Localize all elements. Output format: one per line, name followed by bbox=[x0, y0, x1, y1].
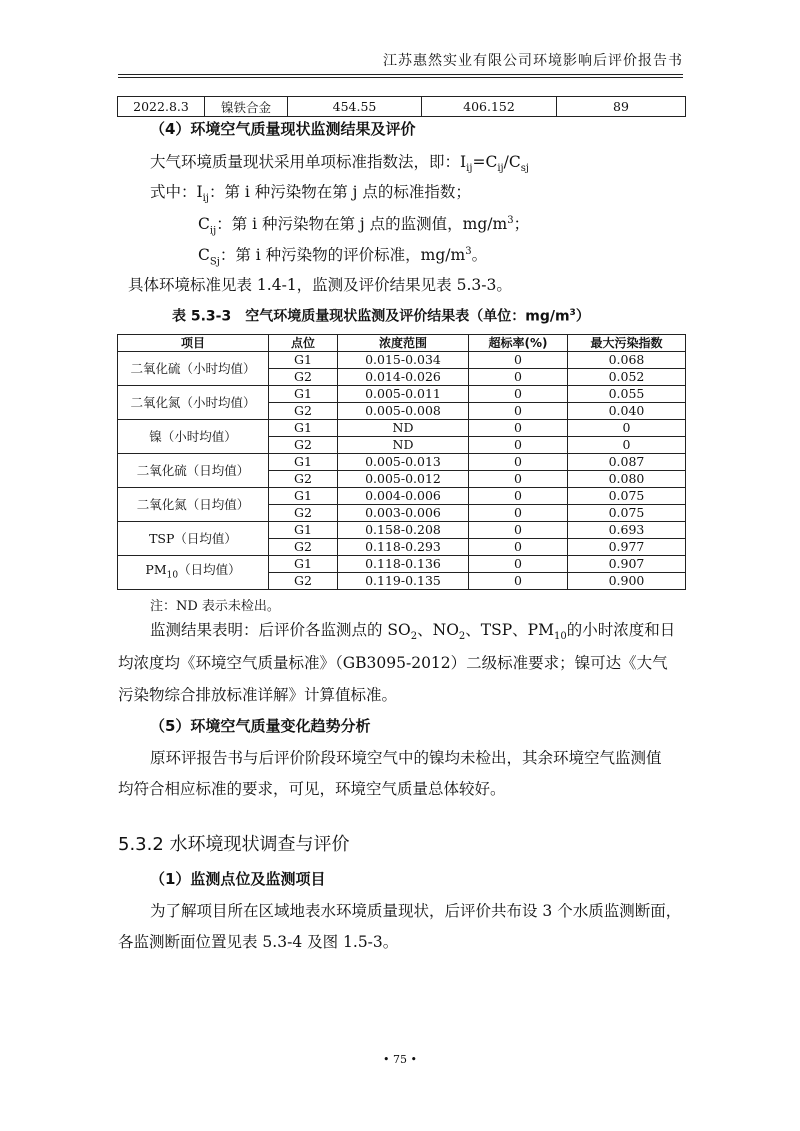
method-intro bbox=[150, 155, 529, 174]
cell-exceed: 0 bbox=[469, 522, 568, 539]
cell-exceed: 0 bbox=[469, 437, 568, 454]
trend-line-2: 均符合相应标准的要求，可见，环境空气质量总体较好。 bbox=[118, 780, 506, 798]
cell-index: 0.052 bbox=[568, 369, 686, 386]
section-heading-4: （4）环境空气质量现状监测结果及评价 bbox=[150, 120, 416, 138]
table-row bbox=[118, 556, 686, 573]
table-row bbox=[118, 488, 686, 505]
col-header-range: 浓度范围 bbox=[338, 335, 469, 352]
previous-table-row bbox=[117, 96, 686, 117]
cell-exceed: 0 bbox=[469, 573, 568, 590]
cell-exceed: 0 bbox=[469, 539, 568, 556]
table-note: 注：ND 表示未检出。 bbox=[150, 599, 280, 614]
cell-range: 0.005-0.013 bbox=[338, 454, 469, 471]
table-row bbox=[118, 352, 686, 369]
cell-index: 0.080 bbox=[568, 471, 686, 488]
item-nickel-hour: 镍（小时均值） bbox=[118, 420, 269, 454]
cell-point: G2 bbox=[269, 369, 338, 386]
section-heading-5: （5）环境空气质量变化趋势分析 bbox=[150, 717, 371, 735]
cell-point: G1 bbox=[269, 488, 338, 505]
formula: $I_{ij}=C_{ij}/C_{sj}$ bbox=[460, 153, 529, 175]
monitoring-line-1: 为了解项目所在区域地表水环境质量现状，后评价共布设 3 个水质监测断面， bbox=[150, 902, 682, 920]
cell-range: 0.005-0.011 bbox=[338, 386, 469, 403]
header-rule-thin bbox=[118, 77, 683, 78]
cell-point: G2 bbox=[269, 403, 338, 420]
cell-range: 0.158-0.208 bbox=[338, 522, 469, 539]
running-header: 江苏惠然实业有限公司环境影响后评价报告书 bbox=[383, 53, 683, 69]
cell-range: 0.005-0.008 bbox=[338, 403, 469, 420]
cell-point: G1 bbox=[269, 386, 338, 403]
cell-index: 0.068 bbox=[568, 352, 686, 369]
table-row bbox=[118, 454, 686, 471]
cell-range: 0.015-0.034 bbox=[338, 352, 469, 369]
cell-range: 0.118-0.293 bbox=[338, 539, 469, 556]
header-rule bbox=[118, 74, 683, 75]
cell-index: 0.075 bbox=[568, 488, 686, 505]
definition-standard: $C_{Sj}$：第 i 种污染物的评价标准，$mg/m^3$。 bbox=[198, 246, 488, 268]
cell-index: 0.900 bbox=[568, 573, 686, 590]
table-header-row bbox=[118, 335, 686, 352]
cell-index: 0.977 bbox=[568, 539, 686, 556]
cell-value-1: 454.55 bbox=[288, 97, 422, 117]
definition-index: 式中：$I_{ij}$：第 i 种污染物在第 j 点的标准指数； bbox=[150, 183, 471, 205]
cell-index: 0 bbox=[568, 437, 686, 454]
cell-range: 0.014-0.026 bbox=[338, 369, 469, 386]
cell-material: 镍铁合金 bbox=[205, 97, 288, 117]
cell-exceed: 0 bbox=[469, 369, 568, 386]
method-intro-text: 大气环境质量现状采用单项标准指数法，即： bbox=[150, 153, 461, 171]
table-row bbox=[118, 420, 686, 437]
conclusion-line-1: 监测结果表明：后评价各监测点的 $SO_2$、$NO_2$、TSP、$PM_{10}$的小时浓度和日 bbox=[150, 621, 676, 643]
item-pm10-day: $PM_{10}$（日均值） bbox=[118, 556, 269, 590]
cell-exceed: 0 bbox=[469, 403, 568, 420]
cell-point: G2 bbox=[269, 573, 338, 590]
cell-point: G2 bbox=[269, 505, 338, 522]
definition-measured: $C_{ij}$：第 i 种污染物在第 j 点的监测值，$mg/m^3$； bbox=[198, 215, 530, 237]
item-tsp-day: TSP（日均值） bbox=[118, 522, 269, 556]
cell-point: G2 bbox=[269, 437, 338, 454]
item-so2-day: 二氧化硫（日均值） bbox=[118, 454, 269, 488]
cell-index: 0.055 bbox=[568, 386, 686, 403]
cell-exceed: 0 bbox=[469, 471, 568, 488]
cell-range: 0.005-0.012 bbox=[338, 471, 469, 488]
section-heading-1: （1）监测点位及监测项目 bbox=[150, 870, 326, 888]
section-heading-532: 5.3.2 水环境现状调查与评价 bbox=[118, 834, 350, 855]
cell-exceed: 0 bbox=[469, 488, 568, 505]
cell-point: G2 bbox=[269, 539, 338, 556]
cell-range: 0.004-0.006 bbox=[338, 488, 469, 505]
cell-exceed: 0 bbox=[469, 505, 568, 522]
item-so2-hour: 二氧化硫（小时均值） bbox=[118, 352, 269, 386]
standard-reference: 具体环境标准见表 1.4-1，监测及评价结果见表 5.3-3。 bbox=[128, 276, 512, 294]
cell-exceed: 0 bbox=[469, 352, 568, 369]
cell-index: 0.075 bbox=[568, 505, 686, 522]
item-no2-hour: 二氧化氮（小时均值） bbox=[118, 386, 269, 420]
cell-point: G1 bbox=[269, 352, 338, 369]
monitoring-line-2: 各监测断面位置见表 5.3-4 及图 1.5-3。 bbox=[118, 933, 399, 951]
cell-index: 0.907 bbox=[568, 556, 686, 573]
cell-index: 0.087 bbox=[568, 454, 686, 471]
col-header-point: 点位 bbox=[269, 335, 338, 352]
cell-range: ND bbox=[338, 420, 469, 437]
cell-exceed: 0 bbox=[469, 556, 568, 573]
cell-value-2: 406.152 bbox=[422, 97, 557, 117]
table-caption: 表 5.3-3 空气环境质量现状监测及评价结果表（单位：$mg/m^3$） bbox=[172, 308, 590, 325]
page-number: • 75 • bbox=[383, 1053, 417, 1066]
cell-index: 0.693 bbox=[568, 522, 686, 539]
conclusion-line-3: 污染物综合排放标准详解》计算值标准。 bbox=[118, 686, 398, 704]
cell-range: 0.118-0.136 bbox=[338, 556, 469, 573]
cell-point: G1 bbox=[269, 420, 338, 437]
cell-index: 0.040 bbox=[568, 403, 686, 420]
cell-exceed: 0 bbox=[469, 386, 568, 403]
item-no2-day: 二氧化氮（日均值） bbox=[118, 488, 269, 522]
cell-range: 0.119-0.135 bbox=[338, 573, 469, 590]
col-header-item: 项目 bbox=[118, 335, 269, 352]
air-quality-table bbox=[117, 334, 686, 590]
cell-value-3: 89 bbox=[557, 97, 686, 117]
trend-line-1: 原环评报告书与后评价阶段环境空气中的镍均未检出，其余环境空气监测值 bbox=[150, 749, 662, 767]
col-header-index: 最大污染指数 bbox=[568, 335, 686, 352]
cell-range: 0.003-0.006 bbox=[338, 505, 469, 522]
cell-point: G1 bbox=[269, 454, 338, 471]
conclusion-line-2: 均浓度均《环境空气质量标准》（GB3095-2012）二级标准要求；镍可达《大气 bbox=[118, 654, 668, 672]
cell-date: 2022.8.3 bbox=[118, 97, 205, 117]
col-header-exceed: 超标率(%) bbox=[469, 335, 568, 352]
cell-point: G2 bbox=[269, 471, 338, 488]
cell-point: G1 bbox=[269, 556, 338, 573]
cell-range: ND bbox=[338, 437, 469, 454]
cell-exceed: 0 bbox=[469, 454, 568, 471]
cell-exceed: 0 bbox=[469, 420, 568, 437]
cell-index: 0 bbox=[568, 420, 686, 437]
table-row bbox=[118, 386, 686, 403]
cell-point: G1 bbox=[269, 522, 338, 539]
table-row bbox=[118, 522, 686, 539]
